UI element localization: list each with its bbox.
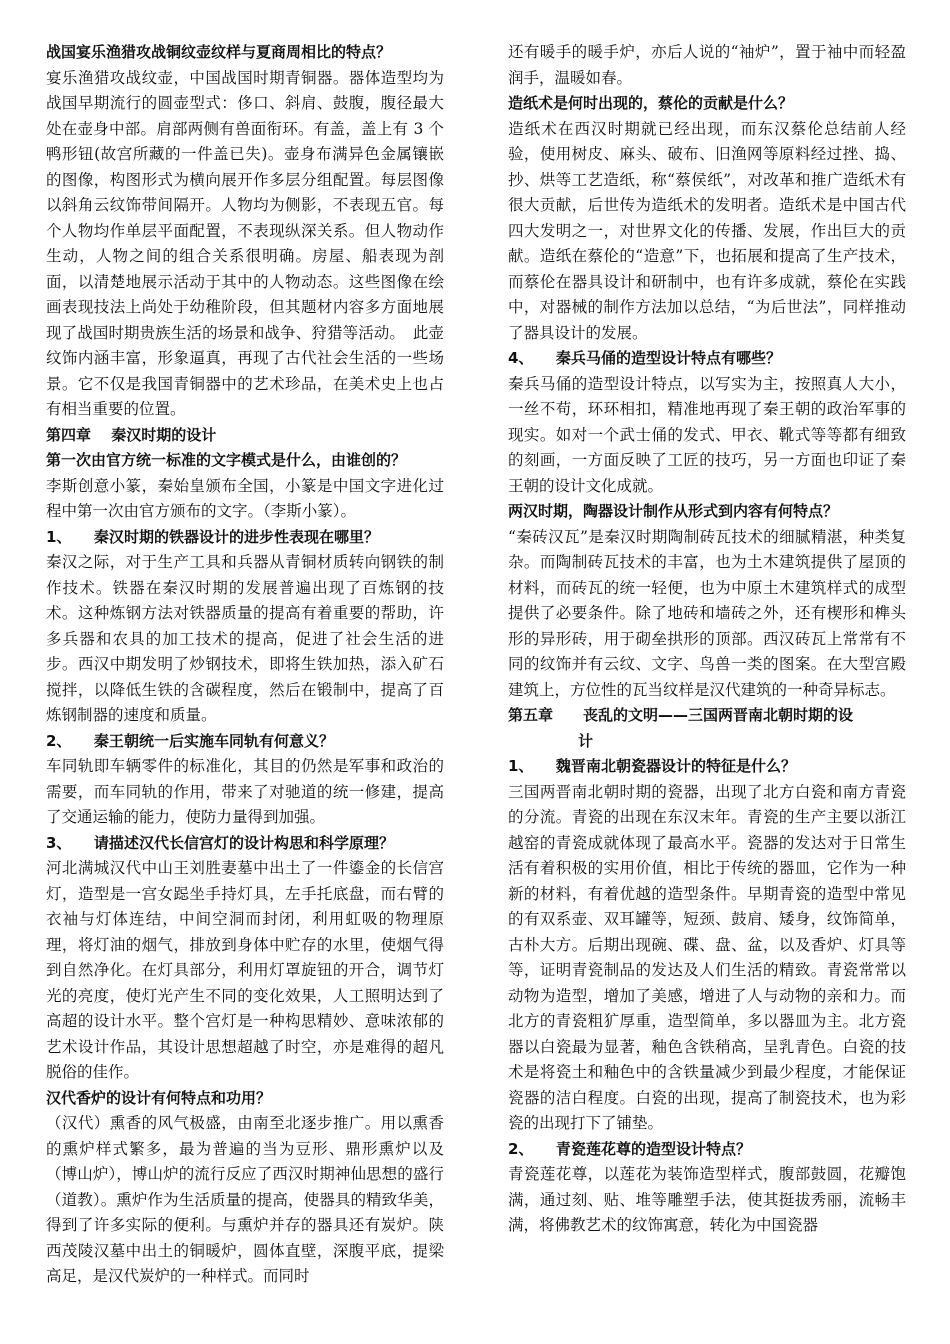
body-paragraph: “秦砖汉瓦”是秦汉时期陶制砖瓦技术的细腻精湛，种类复杂。而陶制砖瓦技术的丰富，也为土木建筑提供了屋顶的材料，而砖瓦的统一轻便，也为中原土木建筑样式的成型提供了必要条件。除了地砖和墙砖之外，还有楔形和榫头形的异形砖，用于砌垒拱形的顶部。西汉砖瓦上常常有不同的纹饰并有云纹、文字、鸟兽一类的图案。在大型宫殿建筑上，方位性的瓦当纹样是汉代建筑的一种奇异标志。 [508, 527, 906, 699]
section-heading: 第一次由官方统一标准的文字模式是什么，由谁创的？ [46, 451, 407, 469]
section-heading: 2、 青瓷莲花尊的造型设计特点？ [508, 1139, 751, 1158]
body-paragraph: 秦汉之际，对于生产工具和兵器从青铜材质转向钢铁的制作技术。铁器在秦汉时期的发展普遍出现了百炼钢的技术。这种炼钢方法对铁器质量的提高有着重要的帮助，许多兵器和农具的加工技术的提高，促进了社会生活的进步。西汉中期发明了炒钢技术，即将生铁加热，添入矿石搅拌，以降低生铁的含碳程度，然后在锻制中，提高了百炼钢制器的速度和质量。 [46, 553, 444, 724]
body-paragraph: 秦兵马俑的造型设计特点，以写实为主，按照真人大小，一丝不苟，环环相扣，精准地再现了秦王朝的政治军事的现实。如对一个武士俑的发式、甲衣、靴式等等都有细致的刻画，一方面反映了工匠的技巧，另一方面也印证了秦王朝的设计文化成就。 [508, 374, 906, 495]
body-paragraph: 还有暖手的暖手炉，亦后人说的“袖炉”，置于袖中而轻盈润手，温暖如春。 [508, 43, 906, 87]
section-heading: 2、 秦王朝统一后实施车同轨有何意义？ [46, 731, 334, 750]
body-paragraph: 李斯创意小篆，秦始皇颁布全国，小篆是中国文字进化过程中第一次由官方颁布的文字。（李斯小篆）。 [46, 476, 444, 520]
body-paragraph: 造纸术在西汉时期就已经出现，而东汉蔡伦总结前人经验，使用树皮、麻头、破布、旧渔网等原料经过挫、捣、抄、烘等工艺造纸，称“蔡侯纸”，对改革和推广造纸术有很大贡献，后世传为造纸术的发明者。造纸术是中国古代四大发明之一，对世界文化的传播、发展，作出巨大的贡献。造纸在蔡伦的“造意”下，也拓展和提高了生产技术，而蔡伦在器具设计和研制中，也有许多成就，蔡伦在实践中，对器械的制作方法加以总结，“为后世法”，同样推动了器具设计的发展。 [508, 119, 906, 342]
right-column [508, 40, 906, 1239]
section-heading: 两汉时期，陶器设计制作从形式到内容有何特点？ [508, 502, 839, 520]
body-paragraph: 青瓷莲花尊，以莲花为装饰造型样式，腹部鼓圆，花瓣饱满，通过刻、贴、堆等雕塑手法，使其挺拔秀丽，流畅丰满，将佛教艺术的纹饰寓意，转化为中国瓷器 [508, 1165, 906, 1234]
body-paragraph: 三国两晋南北朝时期的瓷器，出现了北方白瓷和南方青瓷的分流。青瓷的出现在东汉末年。青瓷的生产主要以浙江越窑的青瓷成就体现了最高水平。瓷器的发达对于日常生活有着积极的实用价值，相比于传统的器皿，它作为一种新的材料，有着优越的造型条件。早期青瓷的造型中常见的有双系壶、双耳罐等，短颈、鼓肩、矮身，纹饰简单，古朴大方。后期出现碗、碟、盘、盆，以及香炉、灯具等等，证明青瓷制品的发达及人们生活的精致。青瓷常常以动物为造型，增加了美感，增进了人与动物的亲和力。而北方的青瓷粗犷厚重，造型简单，多以器皿为主。北方瓷器以白瓷最为显著，釉色含铁稍高，呈乳青色。白瓷的技术是将瓷土和釉色中的含铁量减少到最少程度，才能保证瓷器的洁白程度。白瓷的出现，提高了制瓷技术，也为彩瓷的出现打下了铺垫。 [508, 782, 906, 1132]
section-heading: 第五章 丧乱的文明——三国两晋南北朝时期的设 [508, 706, 854, 724]
body-paragraph: 河北满城汉代中山王刘胜妻墓中出土了一件鎏金的长信宫灯，造型是一宫女跽坐手持灯具，左手托底盘，而右臂的衣袖与灯体连结，中间空洞而封闭，利用虹吸的物理原理，将灯油的烟气，排放到身体中贮存的水里，使烟气得到自然净化。在灯具部分，利用灯罩旋钮的开合，调节灯光的亮度，使灯光产生不同的变化效果，人工照明达到了高超的设计水平。整个宫灯是一种构思精妙、意味浓郁的艺术设计作品，其设计思想超越了时空，亦是难得的超凡脱俗的佳作。 [46, 859, 444, 1081]
body-paragraph: 车同轨即车辆零件的标准化，其目的仍然是军事和政治的需要，而车同轨的作用，带来了对驰道的统一修建，提高了交通运输的能力，使防力量得到加强。 [46, 757, 444, 826]
section-heading: 1、 魏晋南北朝瓷器设计的特征是什么？ [508, 757, 796, 775]
section-heading: 计 [578, 731, 594, 750]
left-column [46, 40, 444, 1290]
body-paragraph: 宴乐渔猎攻战纹壶，中国战国时期青铜器。器体造型均为战国早期流行的圆壶型式：侈口、斜肩、鼓腹，腹径最大处在壶身中部。肩部两侧有兽面衔环。有盖，盖上有 3 个鸭形钮(故宫所藏的一件盖已失)。壶身布满异色金属镶嵌的图像，构图形式为横向展开作多层分组配置。每层图像以斜角云纹饰带间隔开。人物均为侧影，不表现五官。每个人物均作单层平面配置，不表现纵深关系。但人物动作生动，人物之间的组合关系很明确。房屋、船表现为剖面，以清楚地展示活动于其中的人物动态。这些图像在绘画表现技法上尚处于幼稚阶段，但其题材内容多方面地展现了战国时期贵族生活的场景和战争、狩猎等活动。 此壶纹饰内涵丰富，形象逼真，再现了古代社会生活的一些场景。它不仅是我国青铜器中的艺术珍品，在美术史上也占有相当重要的位置。 [46, 68, 444, 418]
section-heading: 1、 秦汉时期的铁器设计的进步性表现在哪里？ [46, 527, 379, 546]
section-heading: 汉代香炉的设计有何特点和功用？ [46, 1088, 272, 1107]
section-heading: 战国宴乐渔猎攻战铜纹壶纹样与夏商周相比的特点？ [46, 43, 392, 61]
section-heading: 第四章 秦汉时期的设计 [46, 425, 217, 444]
section-heading: 3、 请描述汉代长信宫灯的设计构思和科学原理？ [46, 833, 394, 852]
body-paragraph: （汉代）熏香的风气极盛，由南至北逐步推广。用以熏香的熏炉样式繁多，最为普遍的当为豆形、鼎形熏炉以及（博山炉），博山炉的流行反应了西汉时期神仙思想的盛行（道教）。熏炉作为生活质量的提高，使器具的精致华美，得到了许多实际的便利。与熏炉并存的器具还有炭炉。陕西茂陵汉墓中出土的铜暖炉，圆体直壁，深腹平底，提梁高足，是汉代炭炉的一种样式。而同时 [46, 1114, 444, 1285]
section-heading: 4、 秦兵马俑的造型设计特点有哪些？ [508, 349, 781, 367]
section-heading: 造纸术是何时出现的，蔡伦的贡献是什么？ [508, 94, 794, 112]
